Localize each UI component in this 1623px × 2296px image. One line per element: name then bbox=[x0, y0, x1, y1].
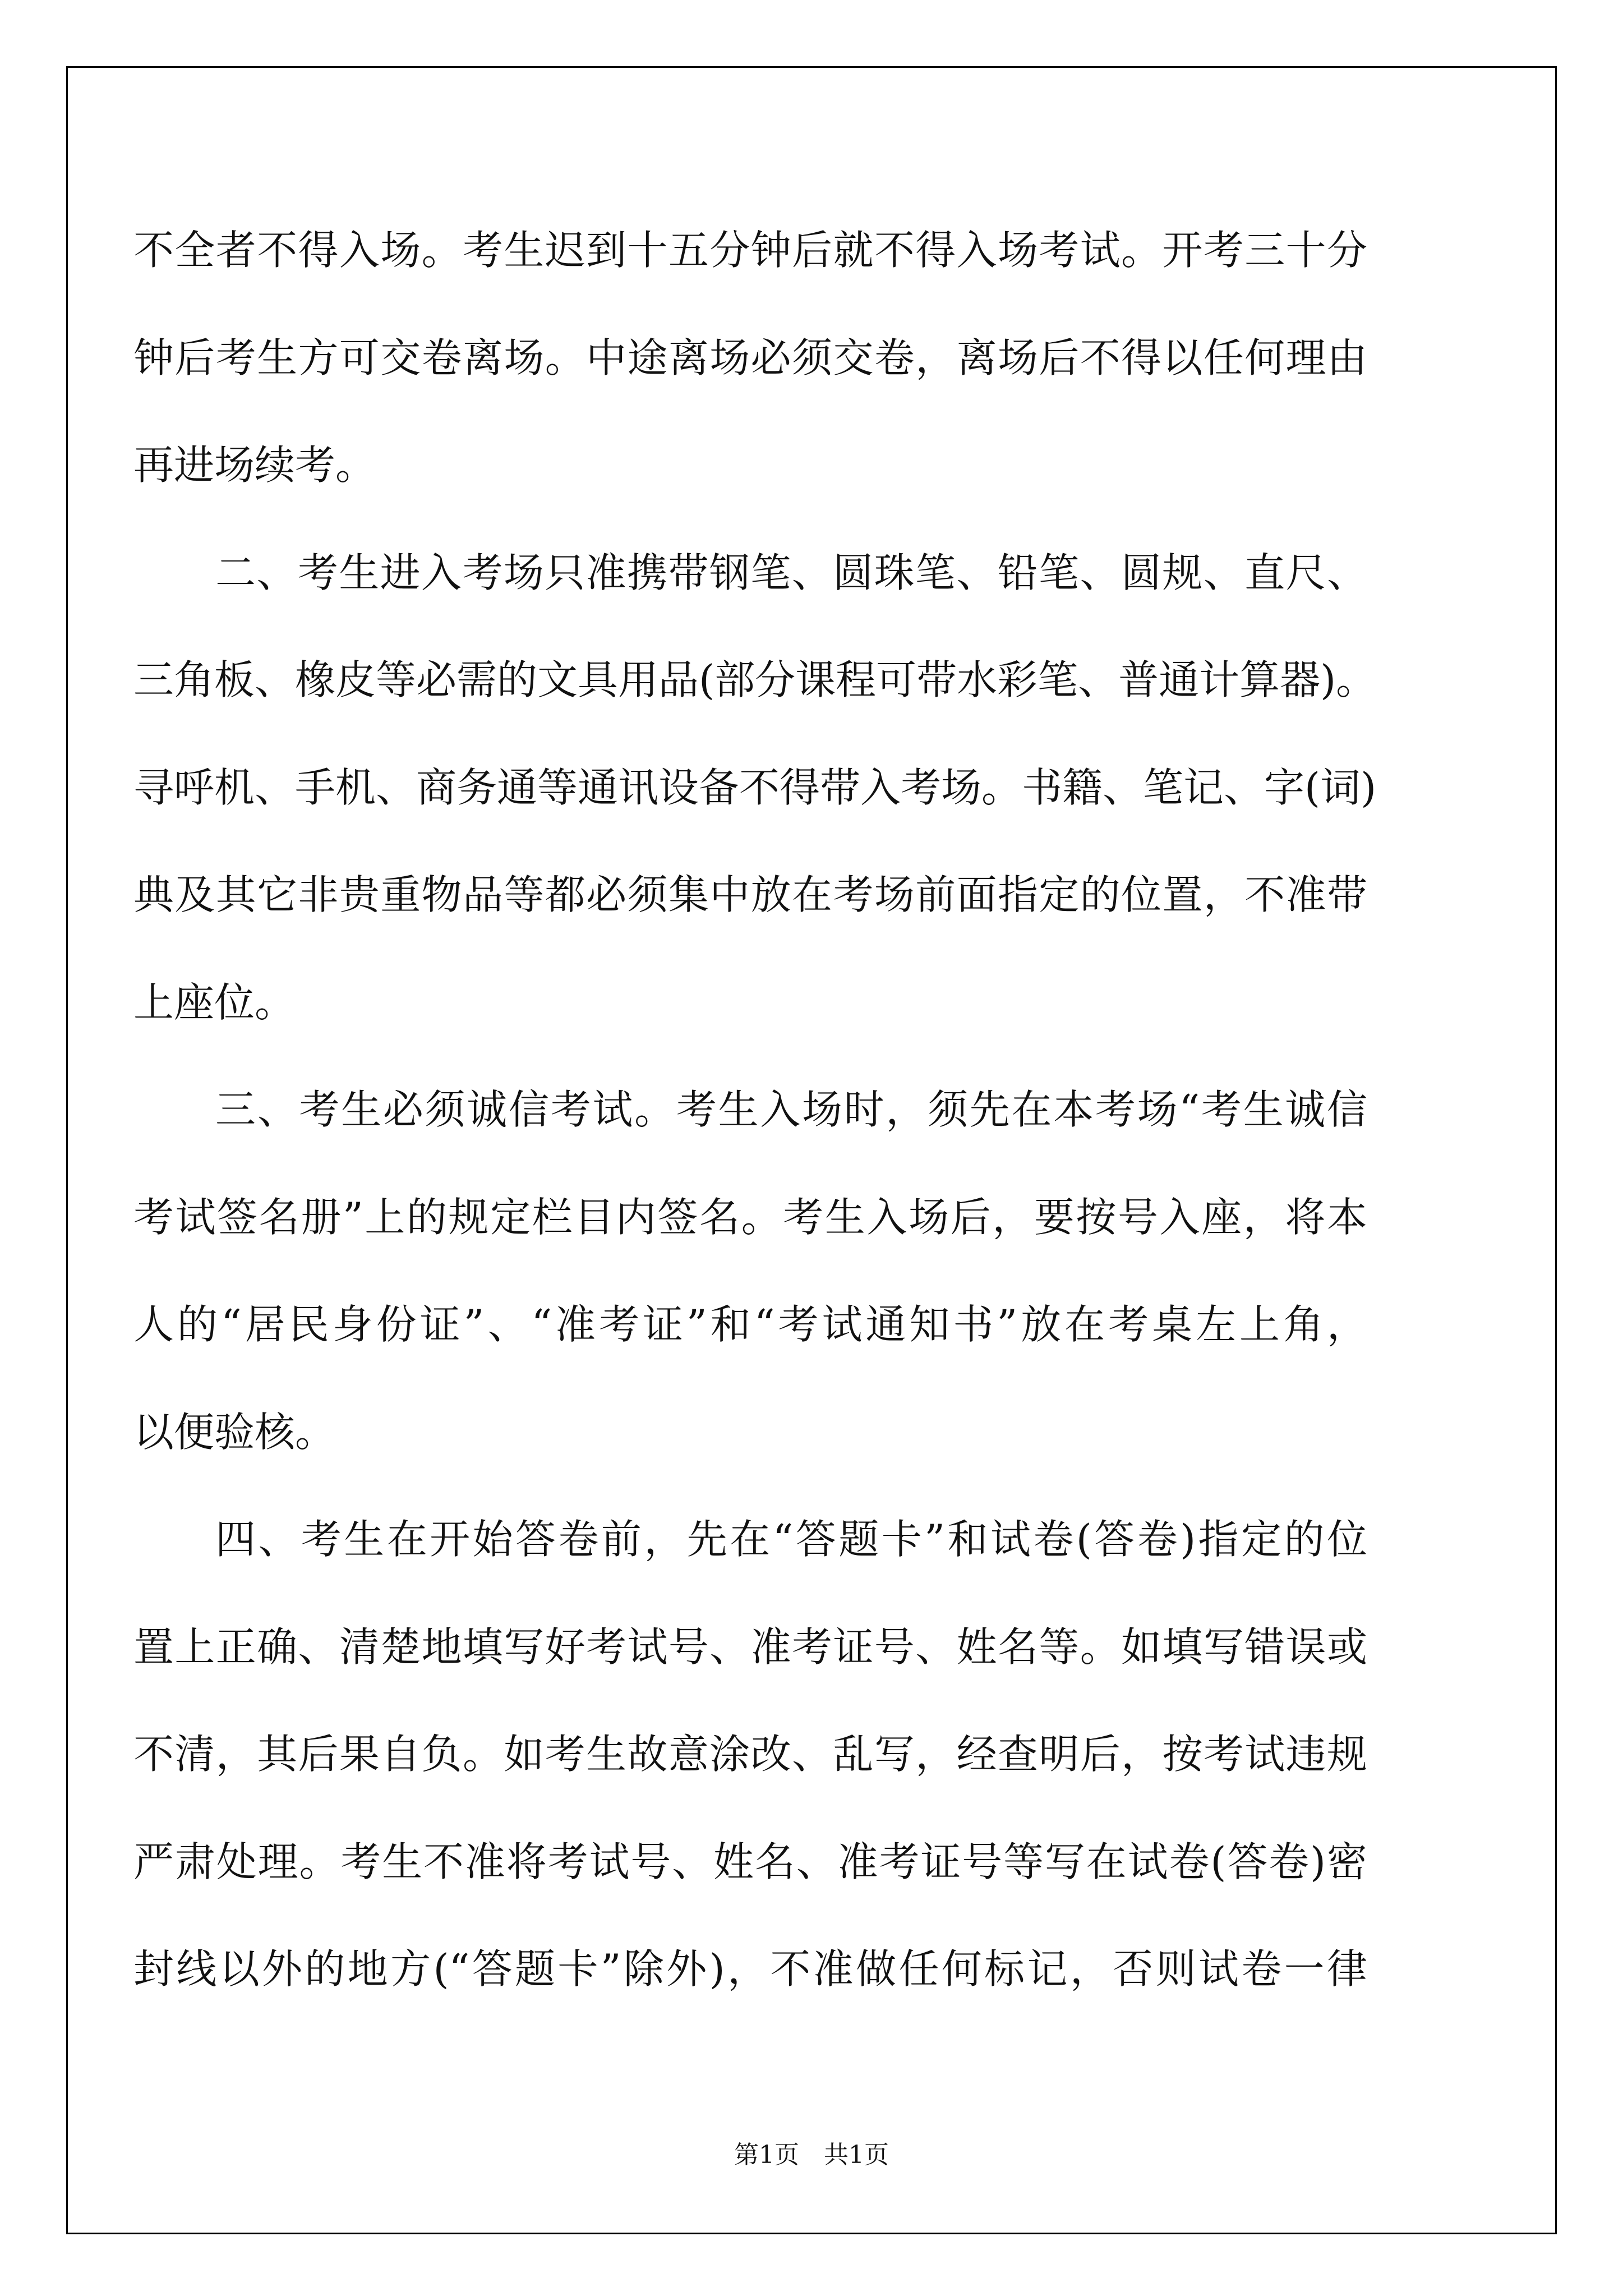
text-line-6: 寻呼机、手机、商务通等通讯设备不得带入考场。书籍、笔记、字(词) bbox=[133, 764, 1377, 811]
text-line-14: 置上正确、清楚地填写好考试号、准考证号、姓名等。如填写错误或 bbox=[133, 1623, 1367, 1671]
text-line-3: 再进场续考。 bbox=[133, 441, 376, 489]
text-line-12: 以便验核。 bbox=[133, 1409, 336, 1456]
text-line-11: 人的“居民身份证”、“准考证”和“考试通知书”放在考桌左上角， bbox=[133, 1301, 1367, 1348]
text-line-16: 严肃处理。考生不准将考试号、姓名、准考证号等写在试卷(答卷)密 bbox=[133, 1838, 1367, 1885]
text-line-4: 二、考生进入考场只准携带钢笔、圆珠笔、铅笔、圆规、直尺、 bbox=[215, 549, 1367, 596]
text-line-1: 不全者不得入场。考生迟到十五分钟后就不得入场考试。开考三十分 bbox=[133, 227, 1367, 274]
text-line-5: 三角板、橡皮等必需的文具用品(部分课程可带水彩笔、普通计算器)。 bbox=[133, 656, 1377, 703]
text-line-10: 考试签名册”上的规定栏目内签名。考生入场后，要按号入座，将本 bbox=[133, 1194, 1367, 1241]
text-line-17: 封线以外的地方(“答题卡”除外)，不准做任何标记，否则试卷一律 bbox=[133, 1945, 1367, 1993]
text-line-9: 三、考生必须诚信考试。考生入场时，须先在本考场“考生诚信 bbox=[215, 1086, 1367, 1133]
text-line-15: 不清，其后果自负。如考生故意涂改、乱写，经查明后，按考试违规 bbox=[133, 1731, 1367, 1778]
text-line-13: 四、考生在开始答卷前，先在“答题卡”和试卷(答卷)指定的位 bbox=[215, 1516, 1367, 1563]
text-line-7: 典及其它非贵重物品等都必须集中放在考场前面指定的位置，不准带 bbox=[133, 871, 1367, 918]
page-number-footer: 第1页 共1页 bbox=[734, 2141, 889, 2169]
text-line-8: 上座位。 bbox=[133, 979, 296, 1026]
page-border bbox=[66, 66, 1557, 2234]
text-line-2: 钟后考生方可交卷离场。中途离场必须交卷，离场后不得以任何理由 bbox=[133, 334, 1367, 381]
